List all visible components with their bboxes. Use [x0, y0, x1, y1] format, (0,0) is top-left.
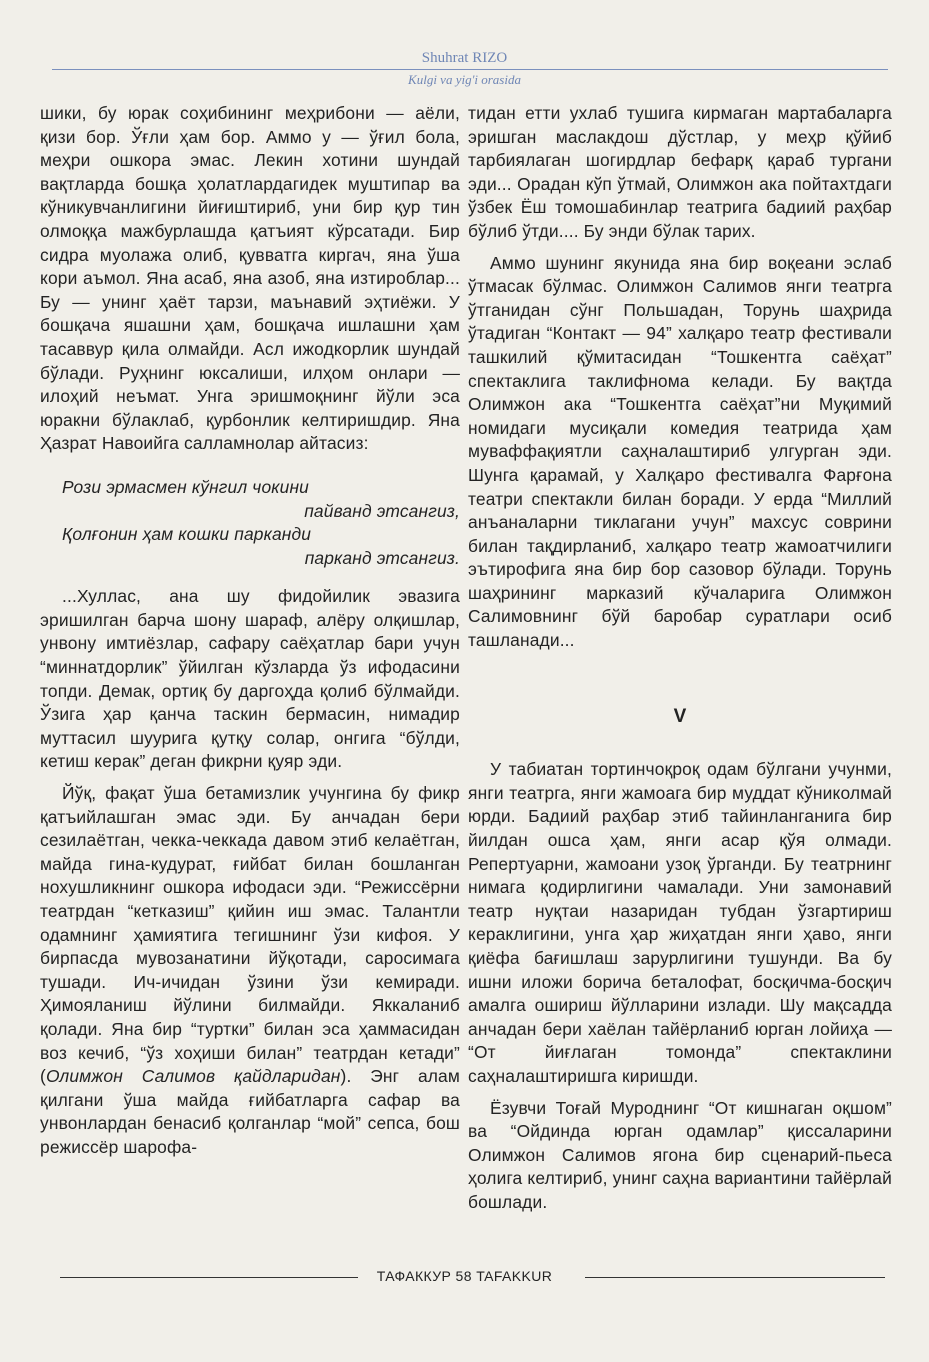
left-column [40, 102, 460, 1160]
running-header-subtitle: Kulgi va yig'i orasida [408, 72, 521, 87]
left-paragraph-3-text-a: Йўқ, фақат ўша бетамизлик учунгина бу фикр қатъийлашган эмас эди. Бу анчадан бери сезилаётган, чекка-чеккада давом этиб келаётган, майда гина-кудурат, ғийбат билан бошланган нохушликнинг ошкора ифодаси эди. “Режиссёрни театрдан “кетказиш” қийин иш эмас. Талантли одамнинг ҳамиятига тегишнинг ўзи кифоя. У бирпасда мувозанатини йўқотади, саросимага тушади. Ич-ичидан ўзини ўзи кемиради. Ҳимояланиш йўлини билмайди. Яккаланиб қолади. Яна бир “туртки” билан эса ҳаммасидан воз кечиб, “ўз хоҳиши билан” театрдан кетади” ( [40, 783, 460, 1087]
verse-line-1: Рози эрмасмен кўнгил чокини [62, 476, 309, 497]
left-paragraph-3 [40, 782, 460, 1160]
header-rule [52, 69, 888, 70]
section-mark: V [673, 705, 687, 727]
left-paragraph-3-text-b: ). Энг алам қилгани ўша майда ғийбатларга сафар ва унвонлардан бенасиб қолганлар “мой” сепса, бош режиссёр шарофа- [40, 1066, 460, 1157]
quote-source: Олимжон Салимов қайдларидан [45, 1066, 341, 1087]
verse-line-3: Қолғонин ҳам кошки парканди [62, 524, 312, 545]
right-paragraph-1: тидан етти ухлаб тушига кирмаган мартабаларга эришган маслакдош дўстлар, у меҳр қўйиб тарбиялаган шогирдлар бефарқ қараб тургани эди... Орадан кўп ўтмай, Олимжон ака пойтахтдаги ўзбек Ёш томошабинлар театрига бадиий раҳбар бўлиб ўтди.... Бу энди бўлак тарих. [468, 103, 892, 241]
footer-page-label: ТАФАККУР 58 TAFAKKUR [376, 1268, 553, 1284]
left-paragraph-2: ...Хуллас, ана шу фидойилик эвазига эришилган барча шону шараф, алёру олқишлар, унвону имтиёзлар, сафару саёҳатлар бари учун “миннатдорлик” ўйилган кўзларда ўз ифодасини топди. Демак, ортиқ бу даргоҳда қолиб бўлмайди. Ўзига ҳар қанча таскин бермасин, нимадир муттасил шуурига қутқу солар, онгига “бўлди, кетиш керак” деган фикрни қуяр эди. [40, 586, 460, 772]
running-header-author: Shuhrat RIZO [421, 50, 508, 66]
right-paragraph-3: У табиатан тортинчоқроқ одам бўлгани учунми, янги театрга, янги жамоага бир муддат кўниколмай юрди. Бадиий раҳбар этиб тайинланганига бир йилдан ошса ҳам, янги асар қўя олмади. Репертуарни, жамоани узоқ ўрганди. Бу театрнинг нимага қодирлигини чамалади. Уни замонавий театр нуқтаи назаридан тубдан ўзгартириш кераклигини, унга ҳар жиҳатдан янги ҳаво, янги қиёфа бағишлаш зарурлигини тушунди. Ва бу ишни иложи борича беталофат, босқичма-босқич амалга ошириш йўлларини излади. Шу мақсадда анчадан бери хаёлан тайёрланиб юрган лойиҳа — “От йиғлаган томонда” спектаклини саҳналаштиришга киришди. [468, 759, 892, 1086]
verse-line-2: пайванд этсангиз, [304, 500, 460, 521]
footer-rule-right [585, 1277, 885, 1278]
right-paragraph-2: Аммо шунинг якунида яна бир воқеани эслаб ўтмасак бўлмас. Олимжон Салимов янги театрга ўтганидан сўнг Польшадан, Торунь шаҳрида ўтадиган “Контакт — 94” халқаро театр фестивали ташкилий қўмитасидан “Тошкентга саёҳат” спектаклига таклифнома келади. Бу вақтда Олимжон ака “Тошкентга саёҳат”ни Муқимий номидаги мусиқали комедия театрида ҳам муваффақиятли саҳналаштириб улгурган эди. Шунга қарамай, у Халқаро фестивалга Фарғона театри спектакли билан боради. У ерда “Миллий анъаналарни тиклагани учун” махсус соврини билан тақдирланиб, халқаро театр жамоатчилиги эътирофига яна бир бор сазовор бўлади. Торунь шаҳрининг марказий кўчаларига Олимжон Салимовнинг бўй баробар суратлари осиб ташланади... [468, 252, 892, 651]
left-paragraph-1: шики, бу юрак соҳибининг меҳрибони — аёли, қизи бор. Ўғли ҳам бор. Аммо у — ўғил бола, меҳри ошкора эмас. Лекин хотини шундай вақтларда бошқа ҳолатлардагидек муштипар ва кўникувчанлигини йиғиштириб, уни бир қур тин олмоққа мажбурлашда қатъият кўрсатади. Бир сидра муолажа олиб, қувватга киргач, яна ўша кори аъмол. Яна асаб, яна азоб, яна изтироблар... Бу — унинг ҳаёт тарзи, маънавий эҳтиёжи. У бошқача яшашни ҳам, бошқача ишлашни ҳам тасаввур қила олмайди. Асл ижодкорлик шундай бўлади. Руҳнинг юксалиши, илҳом онлари — илоҳий неъмат. Унга эришмоқнинг йўли эса юракни бўлаклаб, қурбонлик келтиришдир. Яна Ҳазрат Навоийга салламнолар айтасиз: [40, 103, 460, 454]
verse-line-4: парканд этсангиз. [304, 547, 460, 568]
verse [40, 476, 460, 570]
right-paragraph-4: Ёзувчи Тоғай Муроднинг “От кишнаган оқшом” ва “Ойдинда юрган одамлар” қиссаларини Олимжон Салимов ягона бир сценарий-пьеса ҳолига келтириб, унинг саҳна вариантини тайёрлай бошлади. [468, 1097, 892, 1212]
right-column [468, 102, 892, 1215]
